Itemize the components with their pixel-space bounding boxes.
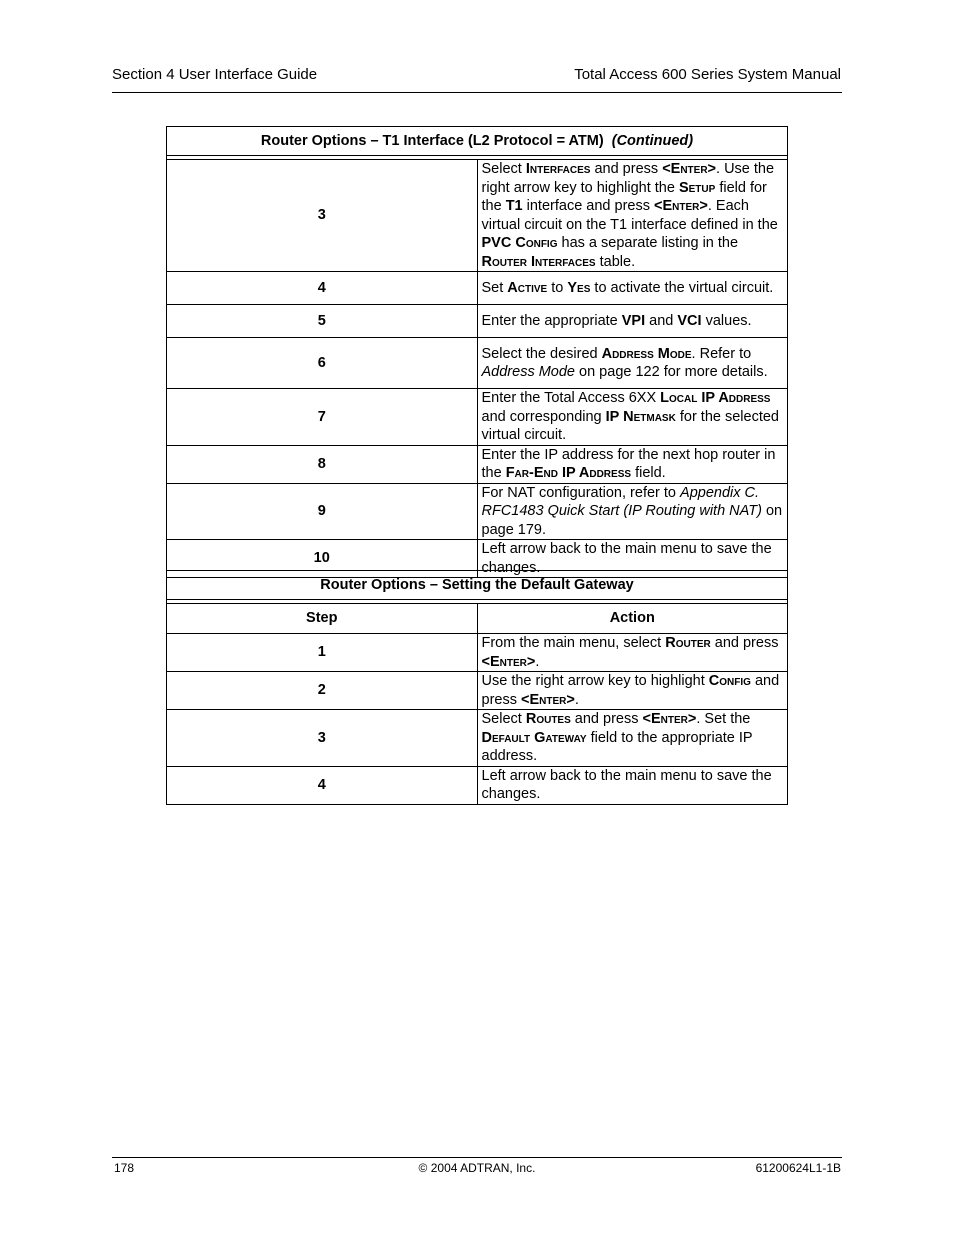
action-text: Left arrow back to the main menu to save the changes. [481, 541, 772, 576]
table-header-row [167, 604, 788, 634]
action-keyword: Setup [678, 179, 716, 196]
action-text: . Each virtual circuit on the T1 interface defined in the [481, 198, 778, 233]
action-text: . Use the right arrow key to highlight the [481, 161, 775, 196]
table-title-row [167, 127, 788, 156]
step-action [477, 305, 788, 338]
table-row [167, 710, 788, 767]
action-text: From the main menu, select [481, 635, 666, 651]
action-keyword: VCI [677, 312, 702, 329]
step-number: 4 [167, 766, 478, 804]
action-text: for the selected virtual circuit. [481, 408, 779, 443]
action-text: to [547, 279, 568, 296]
table-row [167, 445, 788, 483]
column-header-action: Action [477, 604, 788, 634]
step-number: 6 [167, 338, 478, 389]
step-action [477, 634, 788, 672]
action-text: For NAT configuration, refer to [481, 484, 681, 501]
table-row [167, 338, 788, 389]
router-options-t1-table [166, 126, 788, 578]
action-text: has a separate listing in the [557, 235, 739, 251]
step-action [477, 672, 788, 710]
action-keyword: <Enter> [642, 711, 697, 727]
table-title-continued: (Continued) [611, 132, 694, 149]
step-number: 10 [167, 540, 478, 578]
step-number: 5 [167, 305, 478, 338]
step-number: 7 [167, 389, 478, 446]
action-keyword: Config [708, 673, 751, 689]
action-keyword: T1 [505, 198, 523, 214]
action-keyword: Routes [525, 711, 571, 727]
header-rule [112, 92, 842, 93]
action-text: and corresponding [481, 408, 606, 425]
step-action [477, 389, 788, 446]
table-row [167, 160, 788, 272]
action-reference: Address Mode [481, 364, 575, 380]
step-number: 8 [167, 445, 478, 483]
step-number: 4 [167, 272, 478, 305]
step-action [477, 483, 788, 540]
table-title-row [167, 571, 788, 600]
header-section-title: Section 4 User Interface Guide [112, 66, 318, 83]
action-text: on page 179. [481, 503, 783, 538]
table-row [167, 766, 788, 804]
action-keyword: IP Netmask [605, 408, 676, 425]
table-row [167, 389, 788, 446]
action-text: Select the desired [481, 345, 602, 362]
footer-copyright: © 2004 ADTRAN, Inc. [418, 1161, 536, 1175]
action-text: values. [701, 312, 752, 329]
action-keyword: <Enter> [662, 161, 717, 177]
action-text: . [535, 653, 540, 670]
action-keyword: <Enter> [654, 198, 708, 214]
action-text: and press [590, 161, 663, 177]
action-reference: Appendix C. RFC1483 Quick Start (IP Routing with NAT) [481, 484, 762, 519]
action-text: field to the appropriate IP address. [481, 729, 753, 764]
action-text: Set [481, 279, 508, 296]
footer-doc-number: 61200624L1-1B [755, 1161, 841, 1175]
step-number: 9 [167, 483, 478, 540]
table-row [167, 272, 788, 305]
step-action [477, 710, 788, 767]
action-keyword: Local IP Address [660, 390, 771, 406]
action-keyword: Far-End IP Address [505, 465, 632, 481]
table-row [167, 634, 788, 672]
action-keyword: <Enter> [481, 653, 536, 670]
action-keyword: <Enter> [521, 691, 575, 708]
action-text: Left arrow back to the main menu to save the changes. [481, 767, 772, 802]
step-action [477, 445, 788, 483]
action-text: . Set the [696, 711, 751, 727]
action-keyword: Address Mode [601, 345, 692, 362]
action-text: to activate the virtual circuit. [590, 279, 774, 296]
table-row [167, 483, 788, 540]
action-keyword: VPI [621, 312, 646, 329]
action-text: table. [595, 253, 636, 270]
action-keyword: Default Gateway [481, 729, 587, 746]
action-text: interface and press [522, 198, 654, 214]
action-text: field for the [481, 179, 767, 214]
step-action [477, 272, 788, 305]
table-title: Router Options – Setting the Default Gateway [167, 571, 788, 600]
footer-rule [112, 1157, 842, 1158]
column-header-step: Step [167, 604, 478, 634]
footer-page-number: 178 [114, 1161, 135, 1175]
action-text: Select [481, 161, 526, 177]
action-text: and press [481, 673, 780, 708]
step-number: 3 [167, 710, 478, 767]
step-action [477, 338, 788, 389]
action-keyword: Router [665, 635, 711, 651]
step-action [477, 766, 788, 804]
step-number: 3 [167, 160, 478, 272]
step-number: 1 [167, 634, 478, 672]
action-keyword: Interfaces [525, 161, 591, 177]
action-text: . [574, 691, 579, 708]
action-text: . Refer to [691, 345, 752, 362]
action-keyword: PVC Config [481, 235, 558, 251]
table-row [167, 305, 788, 338]
action-keyword: Yes [567, 279, 591, 296]
action-text: on page 122 for more details. [575, 364, 768, 380]
router-options-default-gateway-table [166, 570, 788, 805]
action-text: Enter the Total Access 6XX [481, 390, 661, 406]
action-text: and [645, 312, 678, 329]
action-text: field. [631, 465, 666, 481]
table-title [167, 127, 788, 156]
step-number: 2 [167, 672, 478, 710]
action-keyword: Router Interfaces [481, 253, 596, 270]
step-action [477, 160, 788, 272]
table-row [167, 672, 788, 710]
action-text: Select [481, 711, 526, 727]
action-text: Enter the IP address for the next hop router in the [481, 446, 776, 481]
action-text: Enter the appropriate [481, 312, 622, 329]
header-manual-title: Total Access 600 Series System Manual [574, 66, 841, 83]
action-keyword: Active [507, 279, 548, 296]
action-text: Use the right arrow key to highlight [481, 673, 709, 689]
table-title-text: Router Options – T1 Interface (L2 Protocol = ATM) [260, 132, 604, 149]
action-text: and press [710, 635, 779, 651]
action-text: and press [570, 711, 643, 727]
